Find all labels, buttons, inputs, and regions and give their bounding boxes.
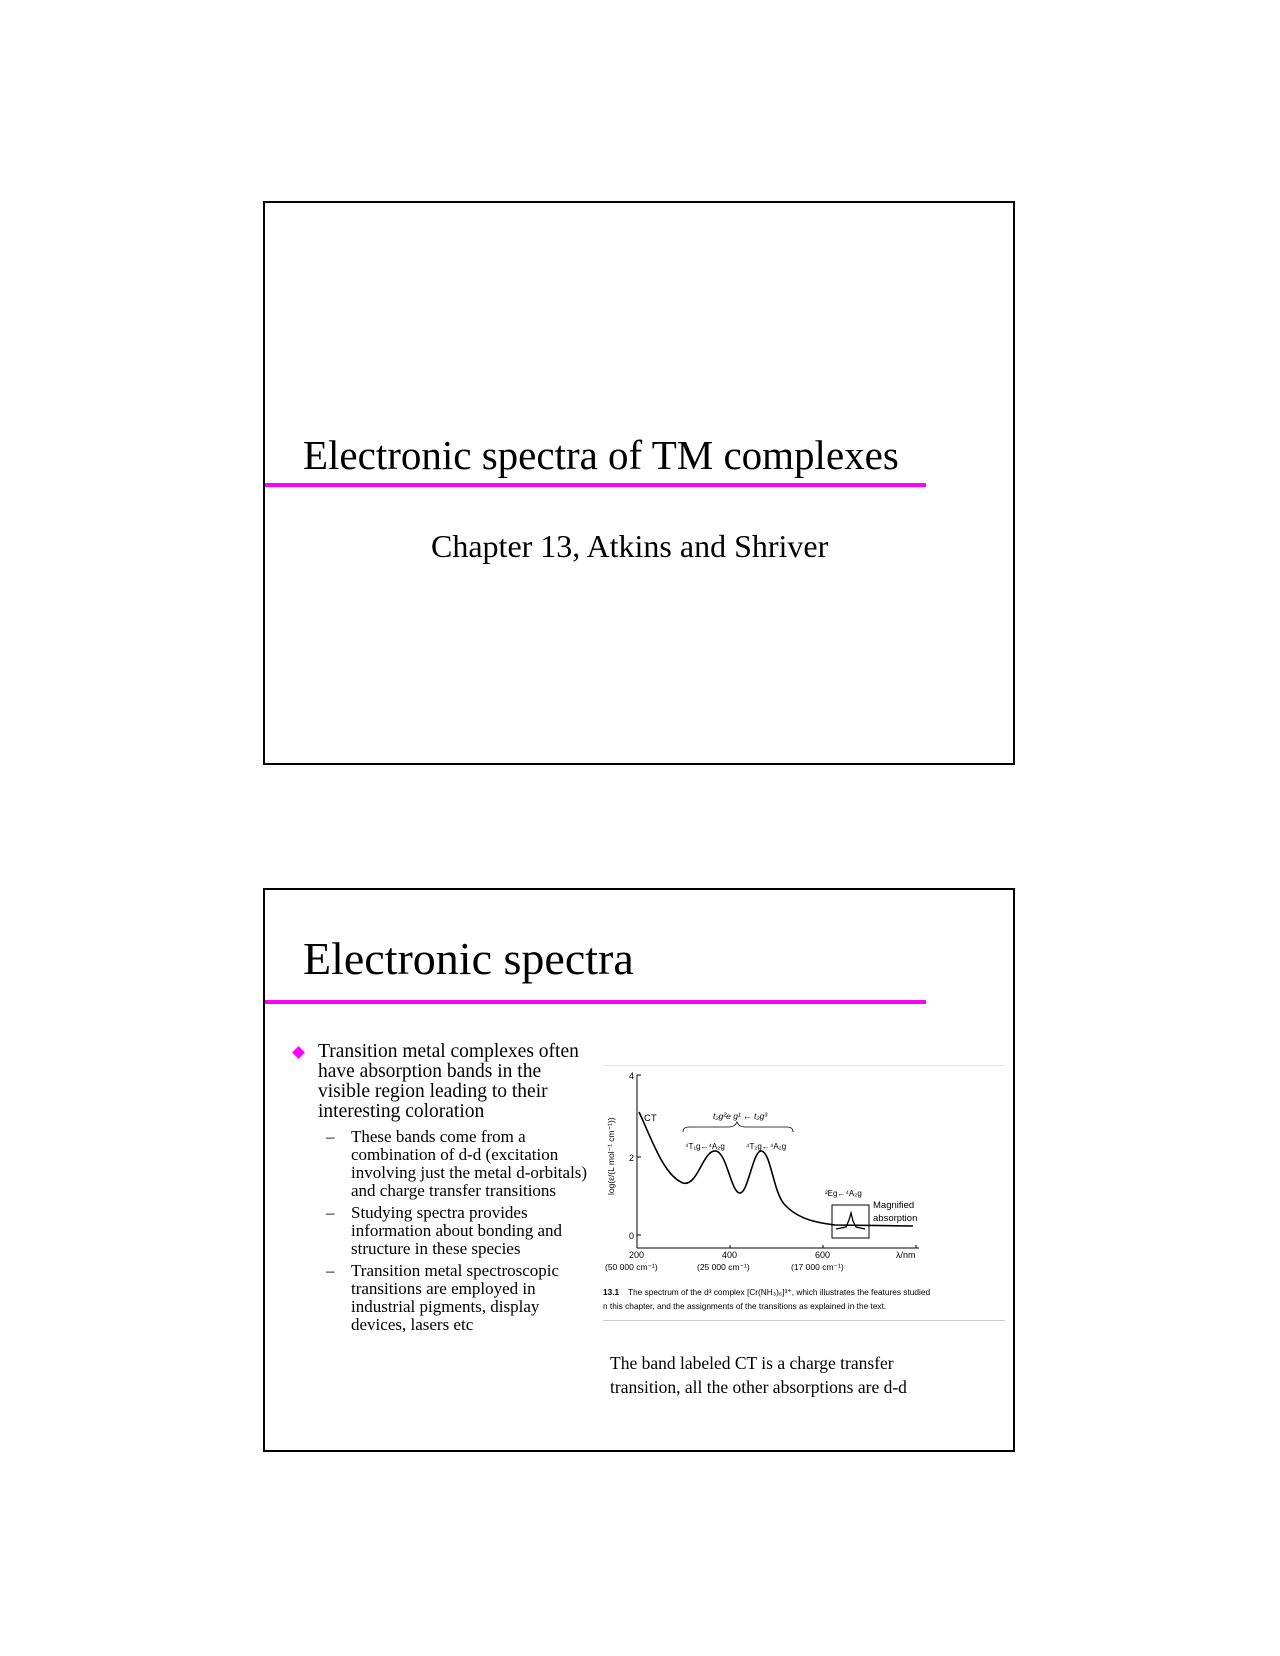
sub-bullet-item: [290, 1128, 590, 1200]
sub-bullet-text: Studying spectra provides information about bonding and structure in these species: [351, 1203, 563, 1258]
dash-bullet-icon: –: [326, 1261, 335, 1280]
y-tick-label: 4: [629, 1071, 635, 1081]
slide-2: [263, 888, 1015, 1452]
band-label-1: ⁴T₁g←⁴A₂g: [685, 1142, 725, 1151]
dash-bullet-icon: –: [326, 1127, 335, 1146]
magnified-label: Magnified: [873, 1200, 915, 1211]
sub-bullet-text: These bands come from a combination of d-d (excitation involving just the metal d-orbitals) and charge transfer transitions: [351, 1127, 588, 1200]
band-label-3: ²Eg←⁴A₂g: [825, 1189, 862, 1198]
x-axis-unit: λ/nm: [896, 1250, 916, 1260]
bullet-list: [290, 1042, 590, 1334]
x-tick-wavenumber: (50 000 cm⁻¹): [605, 1262, 658, 1272]
magnified-label: absorption: [873, 1213, 918, 1224]
figure-note-line: transition, all the other absorptions are d-d: [610, 1377, 907, 1397]
spectrum-figure: [603, 1065, 1005, 1321]
title-underline: [265, 483, 926, 487]
magnified-peak: [836, 1213, 865, 1229]
caption-number: 13.1: [603, 1287, 620, 1297]
caption-text: n this chapter, and the assignments of the transitions as explained in the text.: [603, 1301, 887, 1311]
figure-note: [610, 1351, 1010, 1399]
title-underline: [265, 1000, 926, 1004]
y-axis-label: log(ε/(L mol⁻¹ cm⁻¹)): [606, 1117, 616, 1195]
figure-bottom-border: [603, 1320, 1005, 1321]
sub-bullet-item: [290, 1204, 590, 1258]
figure-note-line: The band labeled CT is a charge transfer: [610, 1353, 894, 1373]
sub-bullet-text: Transition metal spectroscopic transitions are employed in industrial pigments, display devices, lasers etc: [351, 1261, 560, 1334]
slide-1-title: Electronic spectra of TM complexes: [303, 432, 899, 478]
brace: [683, 1122, 793, 1132]
spectrum-curve: [639, 1112, 913, 1226]
y-tick-label: 2: [629, 1153, 635, 1163]
caption-text: The spectrum of the d³ complex [Cr(NH₃)₆]³⁺, which illustrates the features studied: [628, 1287, 931, 1297]
x-tick-label: 600: [815, 1250, 831, 1260]
configuration-label: t₂g²e g¹ ← t₂g³: [713, 1111, 768, 1121]
sub-bullet-item: [290, 1262, 590, 1334]
bullet-item: [290, 1042, 590, 1122]
diamond-bullet-icon: [292, 1046, 305, 1059]
magnified-inset-box: [832, 1205, 869, 1238]
band-label-2: ⁴T₂g←⁴A₂g: [746, 1142, 787, 1151]
x-tick-wavenumber: (17 000 cm⁻¹): [791, 1262, 844, 1272]
dash-bullet-icon: –: [326, 1203, 335, 1222]
slide-2-title: Electronic spectra: [303, 933, 634, 984]
x-tick-label: 200: [629, 1250, 645, 1260]
x-tick-label: 400: [722, 1250, 738, 1260]
x-tick-wavenumber: (25 000 cm⁻¹): [697, 1262, 750, 1272]
y-tick-label: 0: [629, 1231, 635, 1241]
bullet-text: Transition metal complexes often have absorption bands in the visible region leading to their interesting coloration: [318, 1041, 579, 1122]
slide-1-subtitle: Chapter 13, Atkins and Shriver: [431, 528, 829, 564]
ct-label: CT: [644, 1113, 657, 1124]
slide-1: [263, 201, 1015, 765]
